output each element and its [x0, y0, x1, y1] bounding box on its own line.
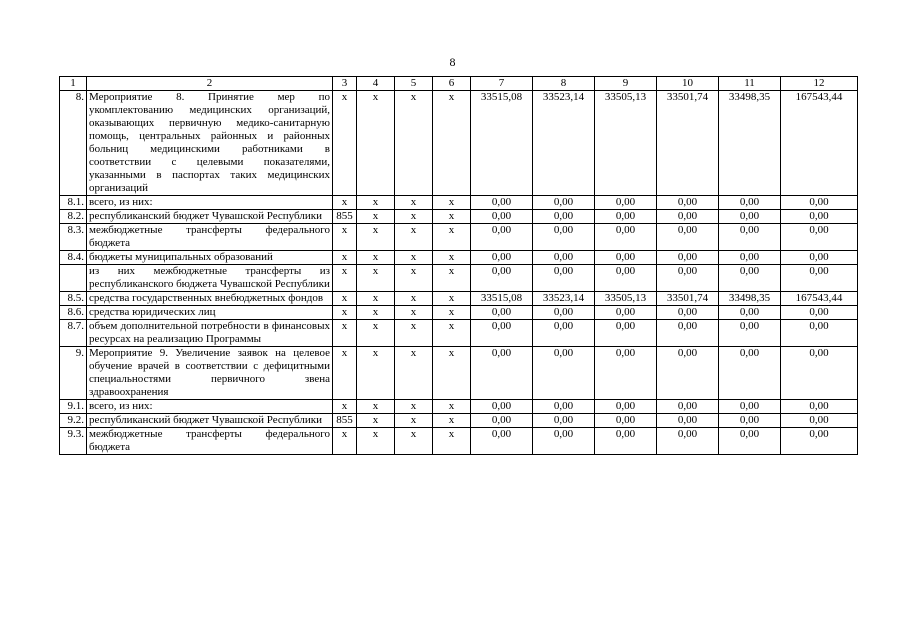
cell-col-4: x [357, 400, 395, 414]
cell-col-4: x [357, 292, 395, 306]
cell-col-4: x [357, 347, 395, 400]
cell-col-10: 0,00 [657, 265, 719, 292]
cell-col-5: x [395, 224, 433, 251]
cell-col-7: 0,00 [471, 414, 533, 428]
cell-col-3: x [333, 306, 357, 320]
column-header: 6 [433, 77, 471, 91]
cell-col-8: 0,00 [533, 320, 595, 347]
row-number: 8.6. [60, 306, 87, 320]
table-row [60, 428, 858, 455]
row-number: 9.2. [60, 414, 87, 428]
cell-col-3: x [333, 224, 357, 251]
cell-col-12: 0,00 [781, 306, 858, 320]
cell-col-8: 0,00 [533, 306, 595, 320]
cell-col-12: 167543,44 [781, 91, 858, 196]
row-description: межбюджетные трансферты федерального бюджета [87, 428, 333, 455]
cell-col-9: 33505,13 [595, 292, 657, 306]
table-row [60, 320, 858, 347]
table-row [60, 347, 858, 400]
cell-col-6: x [433, 320, 471, 347]
cell-col-11: 33498,35 [719, 292, 781, 306]
row-description: из них межбюджетные трансферты из республиканского бюджета Чувашской Республики [87, 265, 333, 292]
cell-col-5: x [395, 196, 433, 210]
cell-col-12: 0,00 [781, 224, 858, 251]
cell-col-12: 0,00 [781, 400, 858, 414]
cell-col-3: x [333, 196, 357, 210]
cell-col-6: x [433, 210, 471, 224]
cell-col-4: x [357, 428, 395, 455]
cell-col-4: x [357, 414, 395, 428]
cell-col-12: 0,00 [781, 210, 858, 224]
table-body [60, 91, 858, 455]
budget-table [59, 76, 858, 455]
cell-col-7: 33515,08 [471, 91, 533, 196]
cell-col-7: 0,00 [471, 400, 533, 414]
row-number: 8.4. [60, 251, 87, 265]
cell-col-6: x [433, 306, 471, 320]
cell-col-8: 0,00 [533, 196, 595, 210]
cell-col-4: x [357, 196, 395, 210]
cell-col-11: 0,00 [719, 224, 781, 251]
header-row [60, 77, 858, 91]
cell-col-11: 0,00 [719, 306, 781, 320]
cell-col-9: 0,00 [595, 320, 657, 347]
page-number: 8 [449, 55, 456, 69]
cell-col-9: 0,00 [595, 251, 657, 265]
cell-col-8: 0,00 [533, 210, 595, 224]
table-row [60, 91, 858, 196]
cell-col-9: 0,00 [595, 196, 657, 210]
row-number: 9.3. [60, 428, 87, 455]
column-header: 9 [595, 77, 657, 91]
row-description: Мероприятие 9. Увеличение заявок на целевое обучение врачей в соответствии с дефицитными специальностями первичного звена здравоохранения [87, 347, 333, 400]
cell-col-3: x [333, 251, 357, 265]
cell-col-10: 0,00 [657, 196, 719, 210]
cell-col-8: 0,00 [533, 251, 595, 265]
cell-col-4: x [357, 265, 395, 292]
cell-col-5: x [395, 210, 433, 224]
cell-col-10: 0,00 [657, 414, 719, 428]
row-number: 8.3. [60, 224, 87, 251]
column-header: 8 [533, 77, 595, 91]
row-description: межбюджетные трансферты федерального бюджета [87, 224, 333, 251]
cell-col-4: x [357, 251, 395, 265]
cell-col-4: x [357, 320, 395, 347]
cell-col-7: 0,00 [471, 224, 533, 251]
cell-col-3: 855 [333, 210, 357, 224]
cell-col-9: 0,00 [595, 414, 657, 428]
column-header: 12 [781, 77, 858, 91]
row-number: 8. [60, 91, 87, 196]
cell-col-11: 0,00 [719, 210, 781, 224]
cell-col-10: 0,00 [657, 428, 719, 455]
cell-col-12: 0,00 [781, 414, 858, 428]
cell-col-6: x [433, 400, 471, 414]
table-row [60, 414, 858, 428]
cell-col-6: x [433, 91, 471, 196]
cell-col-6: x [433, 196, 471, 210]
cell-col-7: 0,00 [471, 306, 533, 320]
cell-col-3: x [333, 91, 357, 196]
cell-col-5: x [395, 306, 433, 320]
cell-col-8: 33523,14 [533, 292, 595, 306]
table-row [60, 306, 858, 320]
cell-col-3: x [333, 347, 357, 400]
cell-col-4: x [357, 210, 395, 224]
column-header: 4 [357, 77, 395, 91]
table-row [60, 292, 858, 306]
row-description: бюджеты муниципальных образований [87, 251, 333, 265]
row-number: 9.1. [60, 400, 87, 414]
column-header: 10 [657, 77, 719, 91]
cell-col-7: 0,00 [471, 320, 533, 347]
row-description: республиканский бюджет Чувашской Республики [87, 414, 333, 428]
cell-col-12: 0,00 [781, 251, 858, 265]
cell-col-7: 0,00 [471, 251, 533, 265]
cell-col-5: x [395, 428, 433, 455]
row-number: 8.7. [60, 320, 87, 347]
cell-col-7: 0,00 [471, 210, 533, 224]
column-header: 3 [333, 77, 357, 91]
table-row [60, 210, 858, 224]
column-header: 5 [395, 77, 433, 91]
cell-col-7: 0,00 [471, 265, 533, 292]
table-row [60, 196, 858, 210]
table-row [60, 265, 858, 292]
cell-col-8: 0,00 [533, 265, 595, 292]
cell-col-4: x [357, 224, 395, 251]
cell-col-10: 0,00 [657, 210, 719, 224]
cell-col-3: x [333, 320, 357, 347]
cell-col-8: 0,00 [533, 428, 595, 455]
cell-col-8: 0,00 [533, 224, 595, 251]
cell-col-10: 0,00 [657, 347, 719, 400]
cell-col-8: 0,00 [533, 347, 595, 400]
row-description: средства юридических лиц [87, 306, 333, 320]
cell-col-6: x [433, 224, 471, 251]
row-number: 8.1. [60, 196, 87, 210]
cell-col-5: x [395, 347, 433, 400]
cell-col-6: x [433, 292, 471, 306]
row-description: республиканский бюджет Чувашской Республики [87, 210, 333, 224]
cell-col-10: 33501,74 [657, 91, 719, 196]
cell-col-9: 0,00 [595, 224, 657, 251]
cell-col-3: x [333, 428, 357, 455]
row-description: Мероприятие 8. Принятие мер по укомплектованию медицинских организаций, оказывающих первичную медико-санитарную помощь, центральных районных и районных больниц медицинскими работниками в соответствии с целевыми показателями, указанными в паспортах таких медицинских организаций [87, 91, 333, 196]
cell-col-10: 0,00 [657, 251, 719, 265]
table-row [60, 224, 858, 251]
cell-col-12: 0,00 [781, 196, 858, 210]
cell-col-6: x [433, 251, 471, 265]
cell-col-7: 0,00 [471, 347, 533, 400]
cell-col-12: 0,00 [781, 265, 858, 292]
cell-col-8: 0,00 [533, 414, 595, 428]
row-description: объем дополнительной потребности в финансовых ресурсах на реализацию Программы [87, 320, 333, 347]
cell-col-9: 0,00 [595, 400, 657, 414]
cell-col-11: 0,00 [719, 265, 781, 292]
cell-col-10: 0,00 [657, 306, 719, 320]
column-header: 1 [60, 77, 87, 91]
cell-col-7: 0,00 [471, 196, 533, 210]
cell-col-4: x [357, 91, 395, 196]
cell-col-11: 0,00 [719, 196, 781, 210]
cell-col-11: 0,00 [719, 251, 781, 265]
row-number: 8.5. [60, 292, 87, 306]
cell-col-12: 0,00 [781, 428, 858, 455]
cell-col-7: 0,00 [471, 428, 533, 455]
cell-col-10: 0,00 [657, 224, 719, 251]
cell-col-3: x [333, 265, 357, 292]
cell-col-6: x [433, 414, 471, 428]
cell-col-10: 0,00 [657, 320, 719, 347]
cell-col-9: 0,00 [595, 210, 657, 224]
cell-col-6: x [433, 265, 471, 292]
cell-col-5: x [395, 251, 433, 265]
cell-col-5: x [395, 265, 433, 292]
cell-col-9: 0,00 [595, 306, 657, 320]
cell-col-12: 167543,44 [781, 292, 858, 306]
row-number: 9. [60, 347, 87, 400]
cell-col-11: 0,00 [719, 428, 781, 455]
cell-col-11: 0,00 [719, 400, 781, 414]
table-row [60, 400, 858, 414]
cell-col-8: 33523,14 [533, 91, 595, 196]
cell-col-3: x [333, 400, 357, 414]
cell-col-5: x [395, 414, 433, 428]
cell-col-5: x [395, 400, 433, 414]
row-description: всего, из них: [87, 196, 333, 210]
cell-col-11: 0,00 [719, 414, 781, 428]
cell-col-12: 0,00 [781, 320, 858, 347]
cell-col-3: 855 [333, 414, 357, 428]
cell-col-7: 33515,08 [471, 292, 533, 306]
cell-col-9: 0,00 [595, 428, 657, 455]
cell-col-11: 0,00 [719, 347, 781, 400]
cell-col-12: 0,00 [781, 347, 858, 400]
table-header [60, 77, 858, 91]
cell-col-11: 33498,35 [719, 91, 781, 196]
row-number [60, 265, 87, 292]
column-header: 7 [471, 77, 533, 91]
cell-col-10: 0,00 [657, 400, 719, 414]
row-description: средства государственных внебюджетных фондов [87, 292, 333, 306]
column-header: 2 [87, 77, 333, 91]
column-header: 11 [719, 77, 781, 91]
cell-col-5: x [395, 320, 433, 347]
cell-col-9: 33505,13 [595, 91, 657, 196]
cell-col-4: x [357, 306, 395, 320]
cell-col-9: 0,00 [595, 265, 657, 292]
cell-col-6: x [433, 428, 471, 455]
cell-col-10: 33501,74 [657, 292, 719, 306]
row-number: 8.2. [60, 210, 87, 224]
cell-col-11: 0,00 [719, 320, 781, 347]
cell-col-5: x [395, 292, 433, 306]
row-description: всего, из них: [87, 400, 333, 414]
cell-col-8: 0,00 [533, 400, 595, 414]
cell-col-9: 0,00 [595, 347, 657, 400]
cell-col-3: x [333, 292, 357, 306]
table-row [60, 251, 858, 265]
cell-col-5: x [395, 91, 433, 196]
cell-col-6: x [433, 347, 471, 400]
